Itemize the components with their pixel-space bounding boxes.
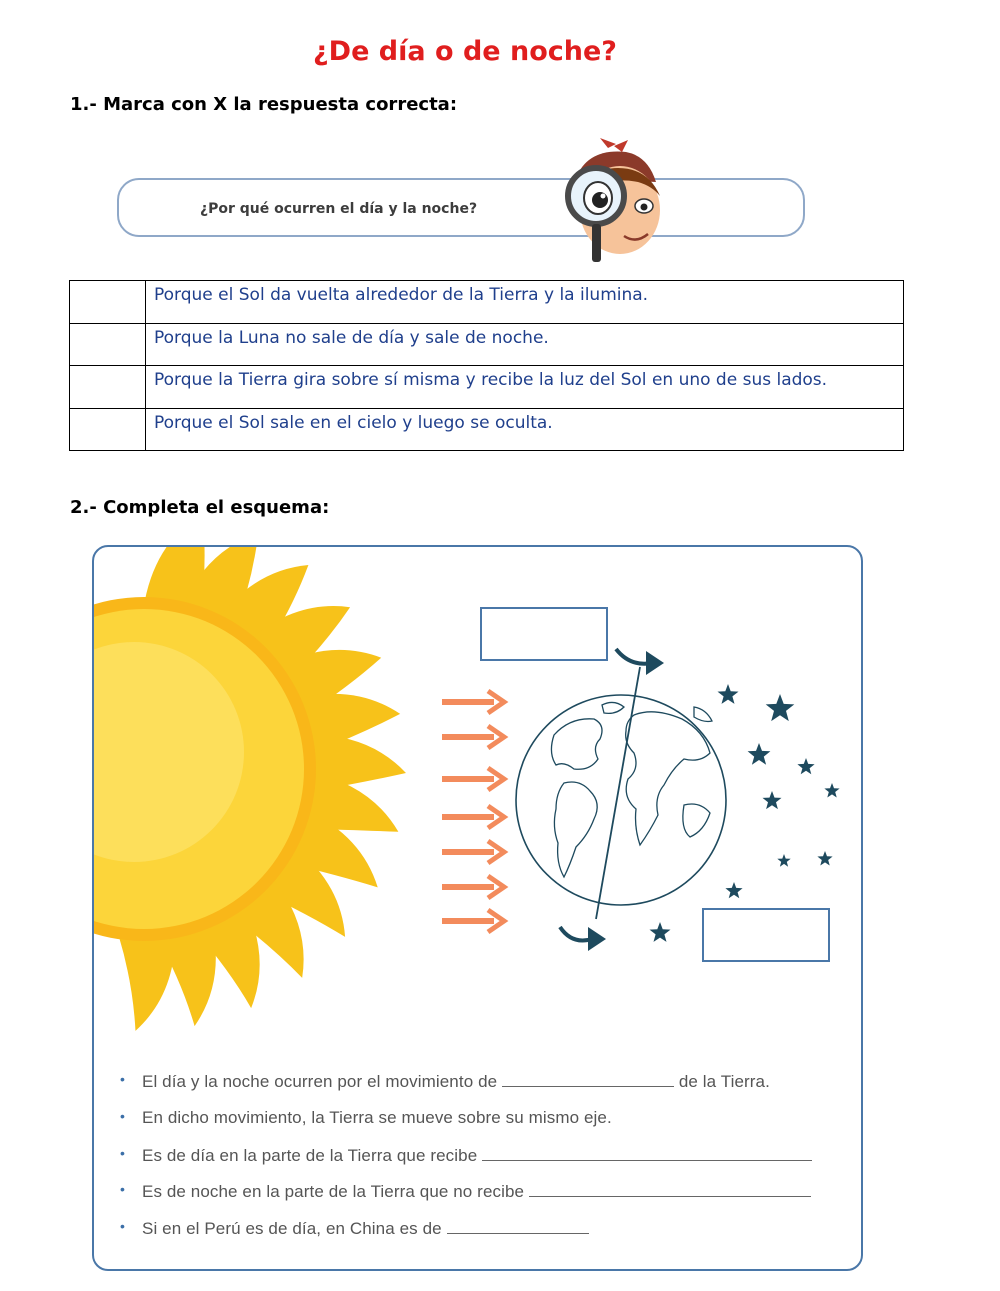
top-answer-box[interactable] [480,607,608,661]
option-4-text: Porque el Sol sale en el cielo y luego se oculta. [146,408,904,451]
option-1-checkbox[interactable] [70,281,146,324]
light-ray-arrow [442,806,504,828]
bullet: • [120,1181,126,1198]
light-ray-arrow [442,726,504,748]
question2-heading: 2.- Completa el esquema: [70,497,330,518]
page-title: ¿De día o de noche? [313,36,617,67]
option-3-text: Porque la Tierra gira sobre sí misma y recibe la luz del Sol en uno de sus lados. [146,366,904,409]
blank-4[interactable] [529,1181,811,1197]
light-ray-arrow [442,910,504,932]
light-ray-arrow [442,841,504,863]
option-1-text: Porque el Sol da vuelta alrededor de la Tierra y la ilumina. [146,281,904,324]
star [797,758,814,774]
star [824,783,839,798]
star [766,694,795,721]
star [777,854,790,867]
option-row [70,408,904,451]
star [725,882,742,898]
light-ray-arrow [442,768,504,790]
bullet: • [120,1107,126,1124]
sentence-4: • Es de noche en la parte de la Tierra que no recibe [112,1181,852,1218]
bottom-answer-box[interactable] [702,908,830,962]
bullet: • [120,1144,126,1161]
option-3-checkbox[interactable] [70,366,146,409]
star [748,743,771,765]
sun-ray [118,934,175,1031]
option-row [70,366,904,409]
option-row [70,281,904,324]
sentence-1: • El día y la noche ocurren por el movimiento de de la Tierra. [120,1071,770,1091]
sun-icon [94,547,406,1031]
light-ray-arrow [442,691,504,713]
bullet: • [120,1071,126,1087]
bullet: • [120,1218,126,1235]
star [763,791,782,809]
star [817,851,832,866]
detective-magnifier-icon [548,138,678,270]
sentence-2: • En dicho movimiento, la Tierra se mueve sobre su mismo eje. [120,1107,612,1127]
banner-question-text: ¿Por qué ocurren el día y la noche? [200,201,478,217]
option-4-checkbox[interactable] [70,408,146,451]
fill-in-sentences [112,1071,852,1255]
star [718,684,739,704]
star [650,922,671,942]
blank-3[interactable] [482,1145,812,1161]
light-ray-arrow-icon [442,691,504,932]
sentence-5: • Si en el Perú es de día, en China es de [112,1218,852,1255]
blank-5[interactable] [447,1218,589,1234]
light-ray-arrow [442,876,504,898]
sentence-3: • Es de día en la parte de la Tierra que recibe [112,1145,852,1182]
option-2-text: Porque la Luna no sale de día y sale de noche. [146,323,904,366]
blank-1[interactable] [502,1071,674,1087]
question1-heading: 1.- Marca con X la respuesta correcta: [70,94,458,115]
option-row [70,323,904,366]
option-2-checkbox[interactable] [70,323,146,366]
answer-options-table [69,280,904,451]
scheme-panel [92,545,863,1271]
earth-globe-icon [516,667,726,919]
